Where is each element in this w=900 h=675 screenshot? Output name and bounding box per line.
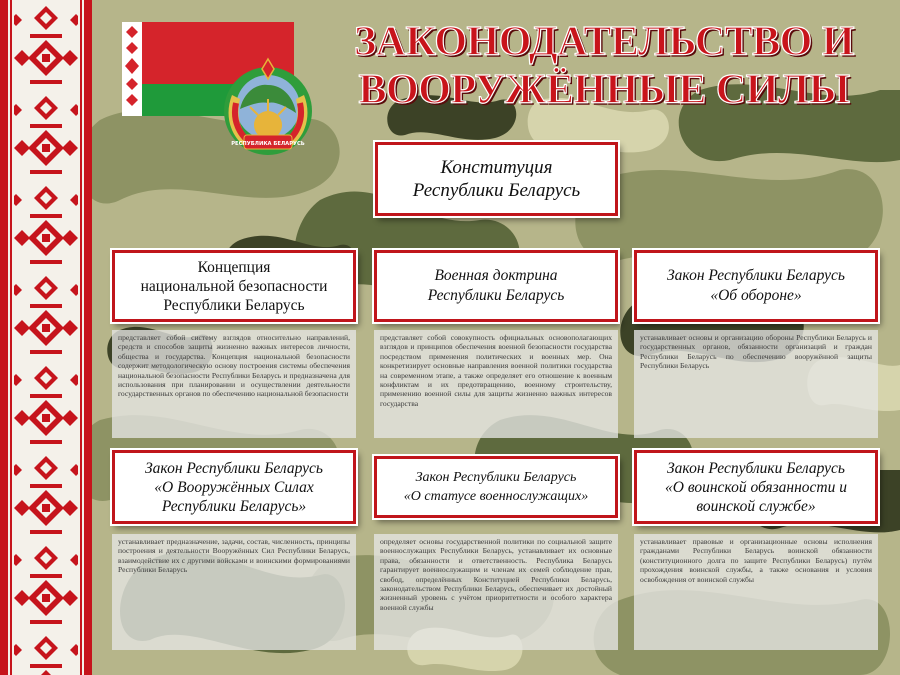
card-description: устанавливает основы и организацию обороны Республики Беларусь и государственных органов, обязанности организаций и граждан Республики Беларусь по обеспечению вооружённой защиты Республики Беларусь xyxy=(634,330,878,438)
emblem-label: РЕСПУБЛИКА БЕЛАРУСЬ xyxy=(231,141,305,147)
card-title-line: Республики Беларусь xyxy=(427,287,565,304)
card-title-line: Закон Республики Беларусь xyxy=(667,267,845,284)
card-description: устанавливает правовые и организационные основы исполнения гражданами Республики Беларусь воинской обязанности (конституционного долга по защите Республики Беларусь) путём прохождения воинской службы, а также основания и условия освобождения от воинской службы xyxy=(634,534,878,650)
card-law-military-status xyxy=(374,456,618,518)
card-title-line: Военная доктрина xyxy=(434,267,558,284)
constitution-box xyxy=(375,142,618,216)
card-title-line: «О статусе военнослужащих» xyxy=(403,489,589,504)
card-law-armed-forces xyxy=(112,450,356,524)
constitution-line-2: Республики Беларусь xyxy=(412,180,581,201)
card-title-line: Республики Беларусь xyxy=(163,296,305,314)
card-title-line: «Об обороне» xyxy=(710,287,802,304)
card-title-line: Республики Беларусь» xyxy=(161,497,307,515)
title-line-2: ВООРУЖЁННЫЕ СИЛЫ xyxy=(358,67,850,113)
card-title-line: Закон Республики Беларусь xyxy=(145,459,323,477)
card-title-line: «О Вооружённых Силах xyxy=(154,478,314,496)
card-title-line: национальной безопасности xyxy=(140,277,328,295)
card-title-line: Закон Республики Беларусь xyxy=(667,459,845,477)
ornament-border xyxy=(0,0,92,675)
card-title-line: «О воинской обязанности и xyxy=(665,478,847,496)
title-line-1: ЗАКОНОДАТЕЛЬСТВО И xyxy=(353,19,855,65)
card-title-line: воинской службе» xyxy=(696,497,816,515)
card-description: устанавливает предназначение, задачи, состав, численность, принципы построения и деятельности Вооружённых Сил Республики Беларусь, взаимодействие их с другими войсками и воинскими формированиями Республики Беларусь xyxy=(112,534,356,650)
card-description: определяет основы государственной политики по социальной защите военнослужащих Республики Беларусь, устанавливает их основные права, обязанности и ответственность. Республика Беларусь гарантирует военнослужащим и членам их семей соблюдение прав, свобод, определённых Конституцией Республики Беларусь, законодательством Республики Беларусь, обеспечивает их достойный жизненный уровень с учётом приоритетности и особого характера военной службы xyxy=(374,534,618,650)
card-description: представляет собой систему взглядов относительно направлений, средств и способов защиты жизненно важных интересов личности, общества и государства. Концепция национальной безопасности содержит методологическую основу построения системы обеспечения национальной безопасности Республики Беларусь и предназначена для использования при планировании и осуществлении деятельности государственных органов по обеспечению национальной безопасности xyxy=(112,330,356,438)
page-title xyxy=(320,18,888,114)
state-emblem xyxy=(214,55,322,163)
constitution-line-1: Конституция xyxy=(440,157,553,178)
card-law-on-defense xyxy=(634,250,878,322)
card-military-doctrine xyxy=(374,250,618,322)
card-national-security-concept xyxy=(112,250,356,322)
card-title-line: Закон Республики Беларусь xyxy=(415,470,577,485)
card-description: представляет собой совокупность официальных основополагающих взглядов и принципов обеспечения военной безопасности государства посредством применения политических и военных мер. Она конкретизирует основные направления военной политики государства на современном этапе, а также определяет его отношение к военным конфликтам и их предотвращению, военному строительству, применению военной силы для защиты жизненно важных интересов государства xyxy=(374,330,618,438)
card-law-military-duty xyxy=(634,450,878,524)
card-title-line: Концепция xyxy=(197,258,271,276)
